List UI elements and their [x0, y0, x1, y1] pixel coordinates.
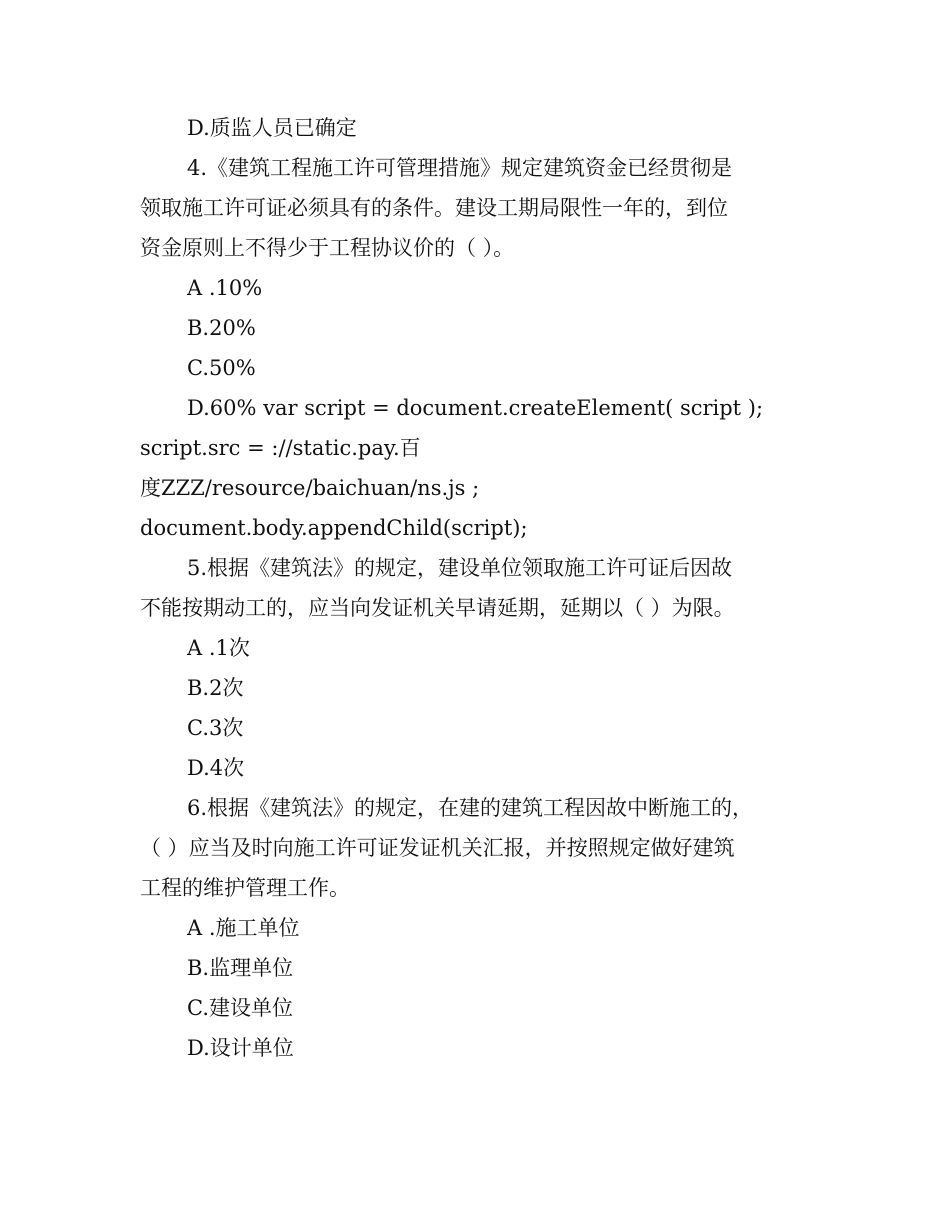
option-line: C.50% [187, 356, 256, 380]
text-line: 度ZZZ/resource/baichuan/ns.js ; [140, 476, 480, 500]
text-line: document.body.appendChild(script); [140, 516, 528, 540]
option-line: C.建设单位 [187, 996, 293, 1020]
option-line: C.3次 [187, 716, 244, 740]
text-line: script.src = ://static.pay.百 [140, 436, 421, 460]
text-line: 不能按期动工的，应当向发证机关早请延期，延期以（ ）为限。 [140, 596, 735, 620]
text-line: （ ）应当及时向施工许可证发证机关汇报，并按照规定做好建筑 [140, 836, 735, 860]
option-line: D.60% var script = document.createElement( script ); [187, 396, 764, 420]
option-line: B.监理单位 [187, 956, 294, 980]
option-line: B.20% [187, 316, 256, 340]
option-line: A .10% [187, 276, 263, 300]
question-6-line: 6.根据《建筑法》的规定，在建的建筑工程因故中断施工的， [187, 796, 754, 820]
option-line: B.2次 [187, 676, 244, 700]
question-4-line: 4.《建筑工程施工许可管理措施》规定建筑资金已经贯彻是 [187, 156, 733, 180]
text-line: D.质监人员已确定 [187, 116, 357, 140]
option-line: A .施工单位 [187, 916, 300, 940]
text-line: 资金原则上不得少于工程协议价的（ ）。 [140, 236, 515, 260]
text-line: 工程的维护管理工作。 [140, 876, 350, 900]
option-line: D.设计单位 [187, 1036, 294, 1060]
option-line: D.4次 [187, 756, 245, 780]
document-body [140, 108, 820, 1068]
text-line: 领取施工许可证必须具有的条件。建设工期局限性一年的，到位 [140, 196, 728, 220]
question-5-line: 5.根据《建筑法》的规定，建设单位领取施工许可证后因故 [187, 556, 733, 580]
option-line: A .1次 [187, 636, 250, 660]
